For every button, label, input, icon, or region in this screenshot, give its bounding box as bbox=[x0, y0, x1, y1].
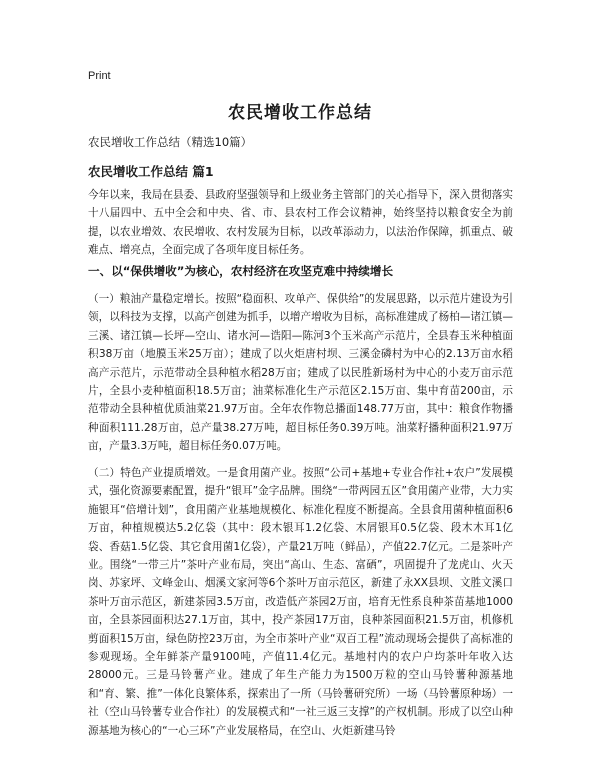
page-title: 农民增收工作总结 bbox=[228, 103, 372, 123]
specialty-paragraph: （二）特色产业提质增效。一是食用菌产业。按照“公司+基地+专业合作社+农户”发展模式，强化资源要素配置，提升“银耳”金字品牌。围绕“一带两园五区”食用菌产业带，大力实施银耳“倍增计划”，食用菌产业基地规模化、标准化程度不断提高。全县食用菌种植面积6万亩，种植规模达5.2亿袋（其中：段木银耳1.2亿袋、木屑银耳0.5亿袋、段木木耳1亿袋、香菇1.5亿袋、其它食用菌1亿袋），产量21万吨（鲜品），产值22.7亿元。二是茶叶产业。围绕“一带三片”茶叶产业布局，突出“高山、生态、富硒”，巩固提升了龙虎山、火天岗、苏家坪、文峰金山、烟溪文家河等6个茶叶万亩示范区，新建了永XX县坝、文胜文溪口茶叶万亩示范区，新建茶园3.5万亩，改造低产茶园2万亩，培育无性系良种茶苗基地1000亩，全县茶园面积达27.1万亩，其中，投产茶园17万亩，良种茶园面积21.5万亩，机修机剪面积15万亩，绿色防控23万亩，为全市茶叶产业“双百工程”流动现场会提供了高标准的参观现场。全年鲜茶产量9100吨，产值11.4亿元。基地村内的农户户均茶叶年收入达28000元。三是马铃薯产业。建成了年生产能力为1500万粒的空山马铃薯种源基地和“育、繁、推”一体化良繁体系，探索出了一所（马铃薯研究所）一场（马铃薯原种场）一社（空山马铃薯专业合作社）的发展模式和“一社三返三支撑”的产权机制。形成了以空山种源基地为核心的“一心三环”产业发展格局，在空山、火炬新建马铃 bbox=[88, 467, 513, 737]
print-label: Print bbox=[88, 70, 111, 82]
intro-paragraph: 今年以来，我局在县委、县政府坚强领导和上级业务主管部门的关心指导下，深入贯彻落实十八届四中、五中全会和中央、省、市、县农村工作会议精神，始终坚持以粮食安全为前提，以农业增效、农民增收、农村发展为目标，以改革添动力，以法治作保障，抓重点、破难点、增亮点，全面完成了各项年度目标任务。 bbox=[88, 189, 513, 257]
grain-paragraph: （一）粮油产量稳定增长。按照“稳面积、攻单产、保供给”的发展思路，以示范片建设为引领，以科技为支撑，以高产创建为抓手，以增产增收为目标，高标准建成了杨柏—诸江镇—三溪、诸江镇—长坪—空山、诸水河—诰阳—陈河3个玉米高产示范片，全县春玉米种植面积38万亩（地膜玉米25万亩）；建成了以火炬唐村坝、三溪金磷村为中心的2.13万亩水稻高产示范片，示范带动全县种植水稻28万亩；建成了以民胜新场村为中心的小麦万亩示范片，全县小麦种植面积18.5万亩；油菜标准化生产示范区2.15万亩、集中育苗200亩，示范带动全县种植优质油菜21.97万亩。全年农作物总播面148.77万亩，其中：粮食作物播种面积111.28万亩，总产量38.27万吨，超目标任务0.39万吨。油菜籽播种面积21.97万亩，产量3.3万吨，超目标任务0.07万吨。 bbox=[88, 293, 513, 453]
document-subtitle: 农民增收工作总结（精选10篇） bbox=[88, 135, 253, 149]
section-title: 农民增收工作总结 篇1 bbox=[88, 164, 214, 179]
section-heading: 一、以“保供增收”为核心，农村经济在攻坚克难中持续增长 bbox=[88, 264, 394, 278]
